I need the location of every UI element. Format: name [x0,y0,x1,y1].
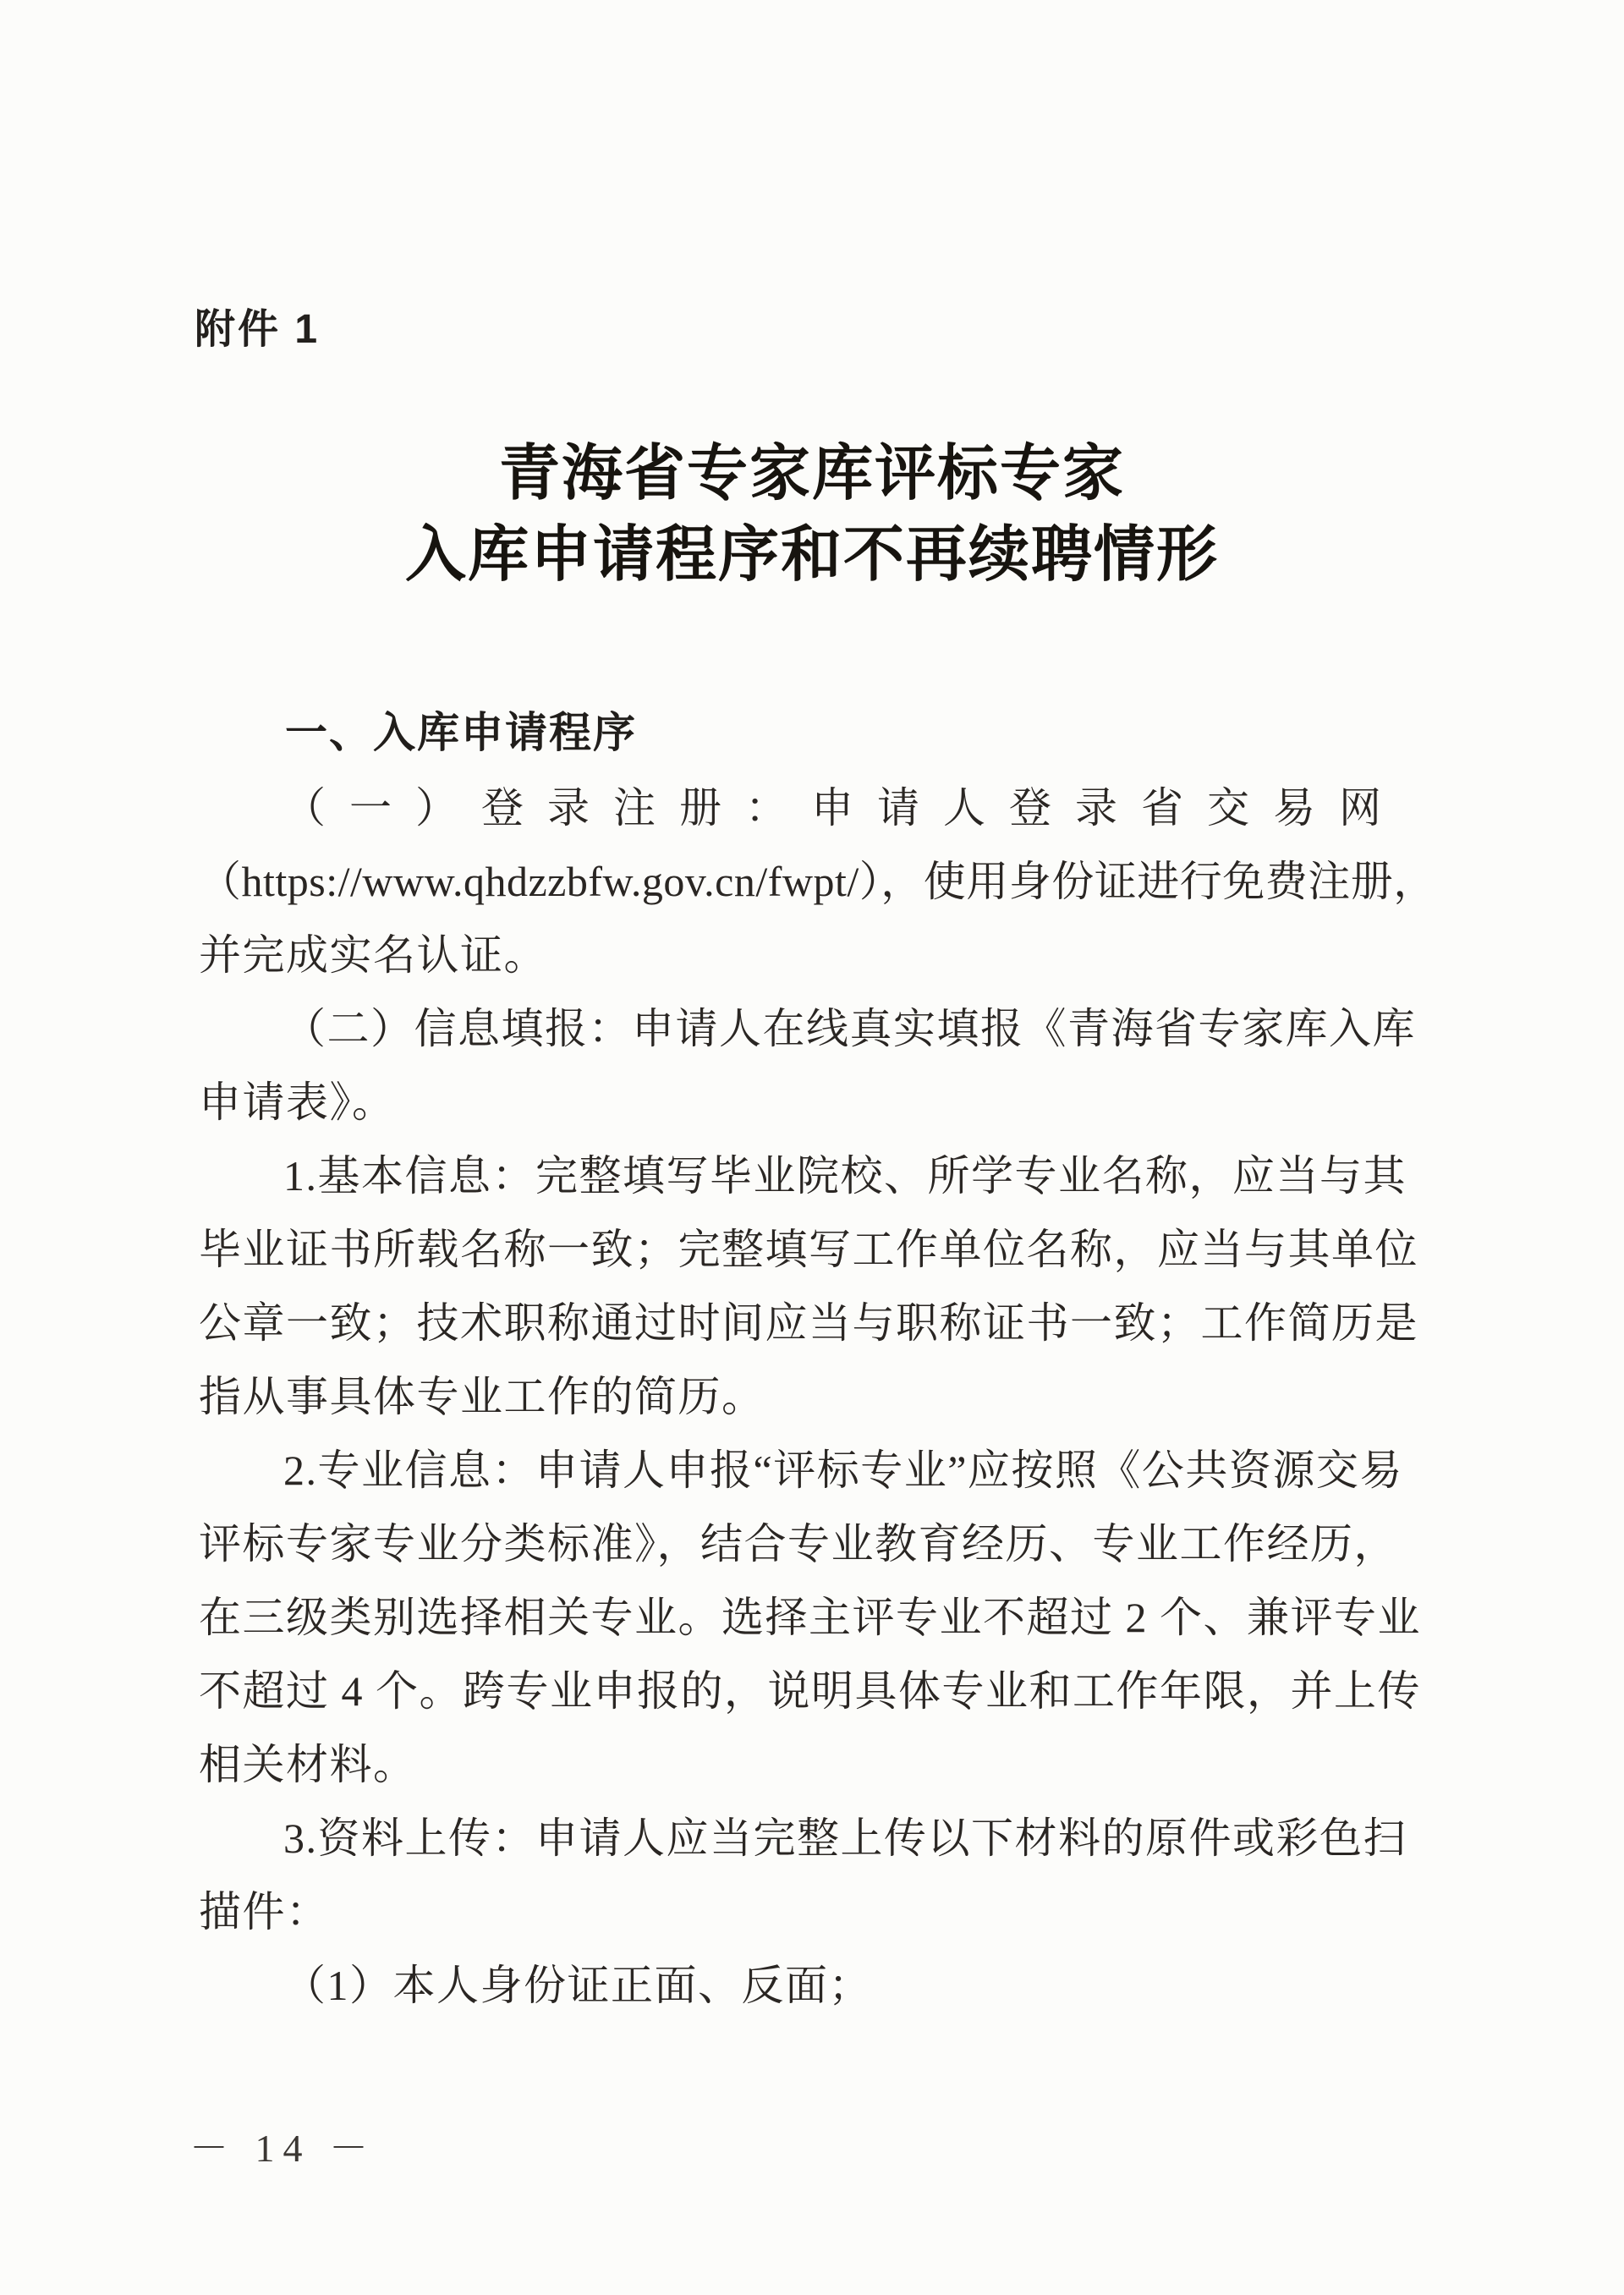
text-line: 申请表》。 [199,1079,396,1126]
text-line: 相关材料。 [199,1741,417,1788]
text-line: 评标专家专业分类标准》，结合专业教育经历、专业工作经历， [199,1520,1397,1568]
attachment-label: 附件 1 [195,307,321,352]
section-heading: 一、入库申请程序 [285,709,637,756]
text-line: 不超过 4 个。跨专业申报的，说明具体专业和工作年限，并上传 [199,1667,1421,1715]
document-title-line1: 青海省专家库评标专家 [498,440,1125,508]
text-line: 公章一致；技术职称通过时间应当与职称证书一致；工作简历是 [199,1299,1418,1347]
text-line: 毕业证书所载名称一致；完整填写工作单位名称，应当与其单位 [199,1226,1418,1273]
document-body [199,771,1434,2023]
text-line: 指从事具体专业工作的简历。 [199,1373,765,1420]
text-line: 描件： [199,1888,330,1935]
document-title [0,433,1624,596]
text-line: 在三级类别选择相关专业。选择主评专业不超过 2 个、兼评专业 [199,1594,1421,1641]
document-title-line2: 入库申请程序和不再续聘情形 [404,521,1219,589]
text-line: （一）登录注册：申请人登录省交易网 [283,784,1405,832]
text-line: （1）本人身份证正面、反面； [283,1962,872,2009]
page-number: － 14 － [189,2127,376,2170]
text-line: 2.专业信息：申请人申报“评标专业”应按照《公共资源交易 [283,1447,1403,1494]
text-line: 并完成实名认证。 [199,931,547,979]
text-line: 3.资料上传：申请人应当完整上传以下材料的原件或彩色扫 [283,1815,1407,1862]
text-line: （二）信息填报：申请人在线真实填报《青海省专家库入库 [283,1005,1416,1052]
text-line: （https://www.qhdzzbfw.gov.cn/fwpt/），使用身份证进行免费注册， [199,858,1436,905]
text-line: 1.基本信息：完整填写毕业院校、所学专业名称，应当与其 [283,1152,1407,1200]
